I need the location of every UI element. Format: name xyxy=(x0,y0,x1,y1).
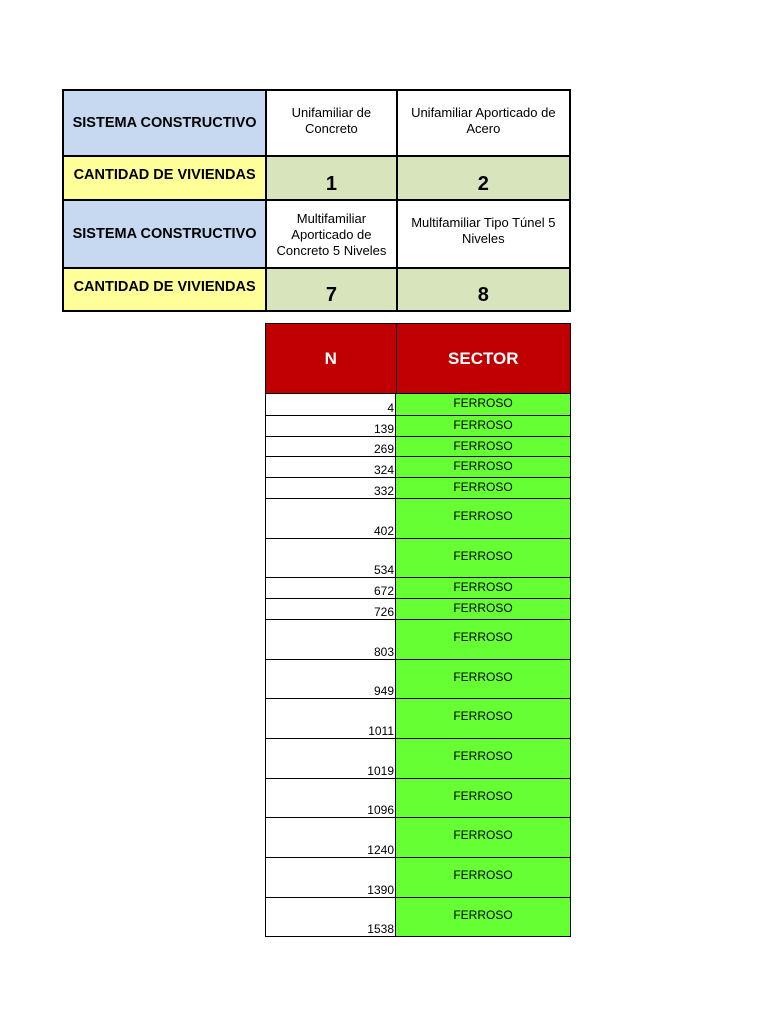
summary-row-cantidad-2 xyxy=(64,267,569,310)
header-sector: SECTOR xyxy=(448,348,519,368)
row-n-value: 139 xyxy=(266,416,396,436)
sistema-value: Multifamiliar Tipo Túnel 5 Niveles xyxy=(396,201,569,267)
row-sector-value: FERROSO xyxy=(396,416,570,436)
row-n-value: 1096 xyxy=(266,779,396,818)
table-row xyxy=(266,817,570,857)
cantidad-value: 2 xyxy=(396,157,569,199)
row-n-value: 1538 xyxy=(266,898,396,937)
row-n-value: 949 xyxy=(266,660,396,699)
row-n-value: 1019 xyxy=(266,739,396,778)
row-sector-value: FERROSO xyxy=(396,539,570,578)
table-row xyxy=(266,897,570,937)
cantidad-value: 8 xyxy=(396,269,569,310)
row-sector-value: FERROSO xyxy=(396,898,570,937)
row-sector-value: FERROSO xyxy=(396,699,570,738)
row-n-value: 726 xyxy=(266,599,396,619)
row-n-value: 332 xyxy=(266,478,396,498)
table-row xyxy=(266,738,570,778)
summary-row-cantidad-1 xyxy=(64,155,569,199)
table-row xyxy=(266,698,570,738)
table-row xyxy=(266,659,570,699)
row-n-value: 534 xyxy=(266,539,396,578)
table-row xyxy=(266,778,570,818)
sistema-constructivo-label: SISTEMA CONSTRUCTIVO xyxy=(64,201,265,267)
sector-table xyxy=(265,323,571,937)
sistema-constructivo-label: SISTEMA CONSTRUCTIVO xyxy=(64,91,265,155)
row-n-value: 4 xyxy=(266,394,396,415)
cantidad-value: 1 xyxy=(265,157,395,199)
row-sector-value: FERROSO xyxy=(396,499,570,538)
table-row xyxy=(266,538,570,578)
row-sector-value: FERROSO xyxy=(396,478,570,498)
table-row xyxy=(266,394,570,415)
row-sector-value: FERROSO xyxy=(396,739,570,778)
table-row xyxy=(266,415,570,436)
sistema-value: Unifamiliar de Concreto xyxy=(265,91,396,155)
row-n-value: 402 xyxy=(266,499,396,538)
cantidad-viviendas-label: CANTIDAD DE VIVIENDAS xyxy=(64,269,265,310)
row-sector-value: FERROSO xyxy=(396,620,570,659)
table-row xyxy=(266,498,570,538)
table-row xyxy=(266,598,570,619)
row-n-value: 803 xyxy=(266,620,396,659)
table-row xyxy=(266,436,570,457)
table-row xyxy=(266,456,570,477)
cantidad-value: 7 xyxy=(265,269,395,310)
sistema-value: Unifamiliar Aporticado de Acero xyxy=(396,91,569,155)
row-n-value: 1240 xyxy=(266,818,396,857)
row-n-value: 269 xyxy=(266,437,396,457)
row-sector-value: FERROSO xyxy=(396,818,570,857)
row-sector-value: FERROSO xyxy=(396,578,570,598)
row-sector-value: FERROSO xyxy=(396,779,570,818)
table-row xyxy=(266,619,570,659)
summary-table xyxy=(62,89,571,312)
row-sector-value: FERROSO xyxy=(396,457,570,477)
row-n-value: 1390 xyxy=(266,858,396,897)
row-sector-value: FERROSO xyxy=(396,858,570,897)
summary-row-sistema-2 xyxy=(64,199,569,267)
header-n: N xyxy=(266,324,397,393)
table-row xyxy=(266,577,570,598)
row-n-value: 672 xyxy=(266,578,396,598)
row-sector-value: FERROSO xyxy=(396,394,570,415)
sector-table-header xyxy=(266,324,570,394)
cantidad-viviendas-label: CANTIDAD DE VIVIENDAS xyxy=(64,157,265,199)
table-row xyxy=(266,477,570,498)
table-row xyxy=(266,857,570,897)
sistema-value: Multifamiliar Aporticado de Concreto 5 Niveles xyxy=(265,201,396,267)
row-sector-value: FERROSO xyxy=(396,437,570,457)
summary-row-sistema-1 xyxy=(64,91,569,155)
row-sector-value: FERROSO xyxy=(396,660,570,699)
row-n-value: 324 xyxy=(266,457,396,477)
row-n-value: 1011 xyxy=(266,699,396,738)
row-sector-value: FERROSO xyxy=(396,599,570,619)
